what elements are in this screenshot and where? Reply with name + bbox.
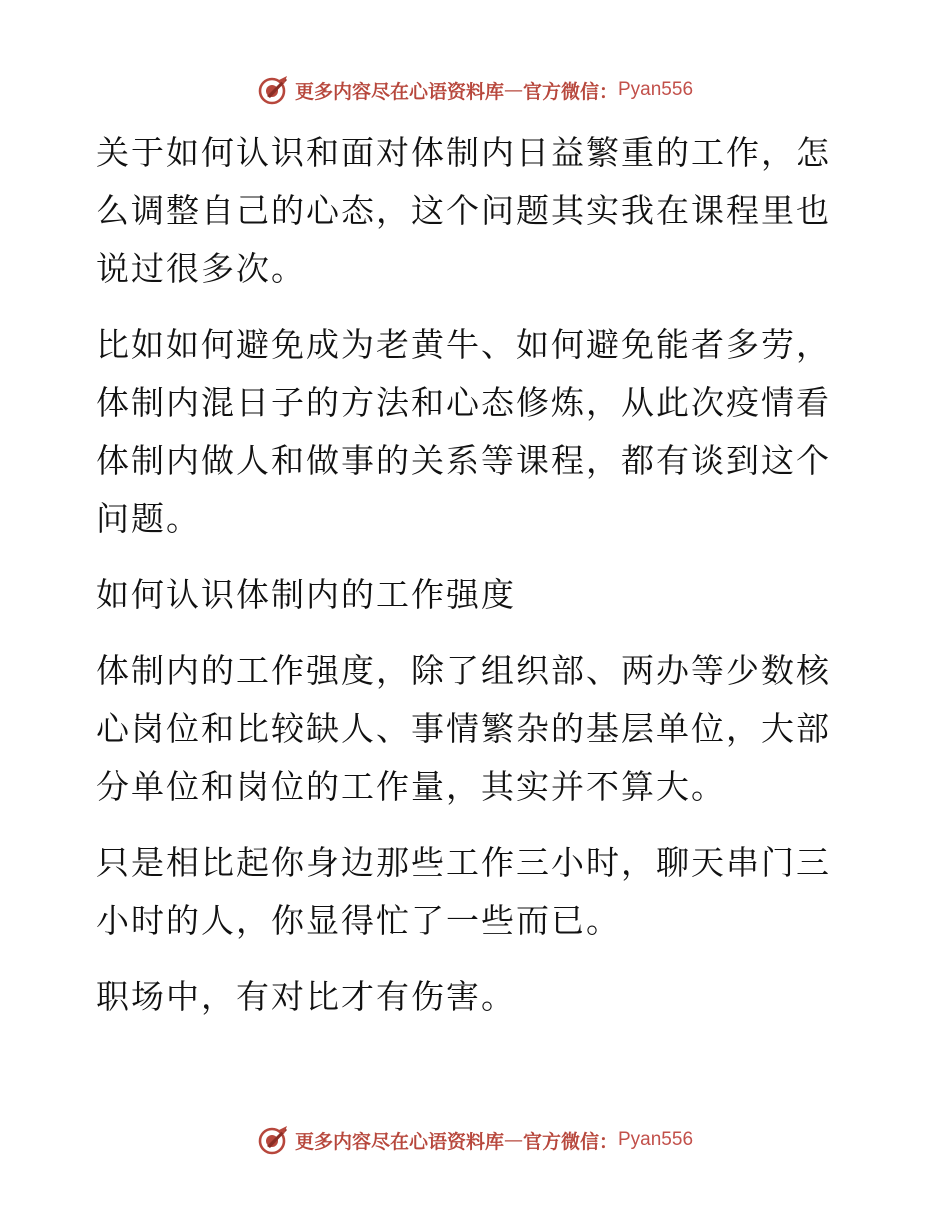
footer-wechat-id: Pyan556 bbox=[618, 1129, 694, 1150]
footer-banner bbox=[0, 1120, 950, 1160]
paragraph: 关于如何认识和面对体制内日益繁重的工作，怎么调整自己的心态，这个问题其实我在课程里也说过很多次。 bbox=[96, 133, 831, 288]
paragraph: 只是相比起你身边那些工作三小时，聊天串门三小时的人，你显得忙了一些而已。 bbox=[96, 843, 831, 940]
paragraph: 职场中，有对比才有伤害。 bbox=[96, 977, 516, 1016]
footer-wechat-label: 官方微信： bbox=[522, 1130, 618, 1153]
quill-logo-icon bbox=[257, 74, 289, 106]
header-wechat-id: Pyan556 bbox=[618, 79, 694, 100]
document-body bbox=[96, 124, 856, 1044]
footer-promo-text: 更多内容尽在心语资料库 bbox=[294, 1130, 504, 1153]
header-promo-text: 更多内容尽在心语资料库 bbox=[294, 80, 504, 103]
header-separator: — bbox=[503, 79, 523, 101]
section-heading: 如何认识体制内的工作强度 bbox=[96, 575, 516, 614]
header-banner bbox=[0, 70, 950, 110]
quill-logo-icon bbox=[257, 1124, 289, 1156]
paragraph: 比如如何避免成为老黄牛、如何避免能者多劳，体制内混日子的方法和心态修炼，从此次疫情看体制内做人和做事的关系等课程，都有谈到这个问题。 bbox=[96, 325, 831, 538]
paragraph: 体制内的工作强度，除了组织部、两办等少数核心岗位和比较缺人、事情繁杂的基层单位，大部分单位和岗位的工作量，其实并不算大。 bbox=[96, 651, 831, 806]
header-wechat-label: 官方微信： bbox=[522, 80, 618, 103]
footer-separator: — bbox=[503, 1129, 523, 1151]
